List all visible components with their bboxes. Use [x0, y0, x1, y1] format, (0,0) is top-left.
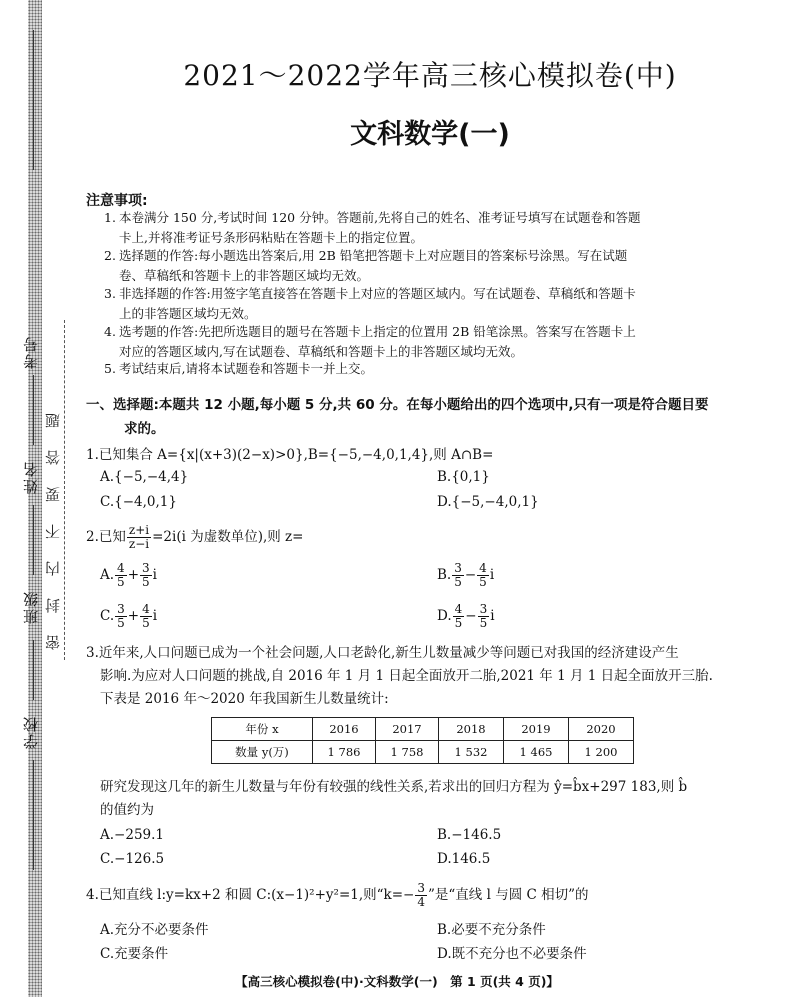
q2-option-d	[437, 603, 495, 630]
numerator: 3	[142, 561, 150, 575]
option-label: D.	[437, 608, 452, 624]
denominator: 5	[142, 575, 150, 589]
question-2-stem	[86, 524, 303, 551]
notice-item	[104, 322, 749, 362]
notice-item-number: 3.	[104, 286, 116, 301]
imaginary-unit: i	[152, 608, 158, 624]
option-label: A.	[100, 567, 115, 583]
numerator: 3	[479, 602, 488, 616]
table-cell: 2016	[313, 718, 376, 741]
section-heading	[86, 393, 746, 441]
table-cell: 2018	[439, 718, 504, 741]
q1-option-c: C.{−4,0,1}	[100, 494, 177, 510]
notice-item	[104, 208, 749, 248]
denominator: 5	[454, 575, 462, 589]
q3-option-b: B.−146.5	[437, 827, 502, 843]
class-label: 班级	[22, 590, 40, 624]
notice-item-line: 考试结束后,请将本试题卷和答题卡一并上交。	[119, 361, 373, 376]
q3-option-c: C.−126.5	[100, 851, 165, 867]
fraction	[115, 603, 127, 630]
table-header-cell: 数量 y(万)	[212, 741, 313, 764]
question-3-stem	[86, 642, 746, 711]
q4-option-a: A.充分不必要条件	[100, 922, 209, 938]
q3-line: 研究发现这几年的新生儿数量与年份有较强的线性关系,若求出的回归方程为 ŷ=b̂x+297 183,则 b̂	[100, 779, 688, 795]
q3-line: 下表是 2016 年～2020 年我国新生儿数量统计:	[100, 691, 389, 707]
operator: +	[127, 567, 139, 583]
table-header-cell: 年份 x	[212, 718, 313, 741]
q2-option-c	[100, 603, 157, 630]
fraction	[478, 603, 490, 630]
denominator: 4	[417, 895, 425, 909]
name-label: 姓名	[22, 460, 40, 494]
q2-prefix: 2.已知	[86, 529, 126, 545]
notice-item	[104, 284, 749, 324]
denominator: 5	[142, 616, 150, 630]
exam-number-label: 考号	[22, 335, 40, 369]
notice-item-line: 上的非答题区域均无效。	[119, 306, 257, 321]
notice-item-line: 卷、草稿纸和答题卡上的非答题区域均无效。	[119, 268, 370, 283]
table-cell: 1 465	[504, 741, 569, 764]
school-blank-line	[33, 760, 34, 870]
table-cell: 1 200	[569, 741, 634, 764]
notice-title: 注意事项:	[86, 193, 148, 209]
binding-line	[33, 30, 34, 170]
numerator: 3	[454, 561, 462, 575]
q4-suffix: ”是“直线 l 与圆 C 相切”的	[427, 887, 589, 903]
denominator: 5	[117, 616, 125, 630]
notice-item-number: 5.	[104, 361, 116, 376]
denominator: 5	[117, 575, 125, 589]
question-3-continuation	[100, 776, 760, 822]
notice-item-line: 卡上,并将准考证号条形码粘贴在答题卡上的指定位置。	[119, 230, 423, 245]
table-cell: 2017	[376, 718, 439, 741]
question-4-stem	[86, 882, 589, 909]
exam-number-blank-line	[33, 375, 34, 445]
binding-strip	[28, 0, 42, 997]
notice-item-number: 4.	[104, 324, 116, 339]
q2-fraction	[127, 524, 151, 551]
fraction	[452, 562, 464, 589]
fraction	[115, 562, 127, 589]
table-cell: 1 758	[376, 741, 439, 764]
imaginary-unit: i	[490, 608, 495, 624]
q2-option-b	[437, 562, 494, 589]
table-cell: 2020	[569, 718, 634, 741]
numerator: 4	[142, 602, 150, 616]
table-row	[212, 718, 634, 741]
numerator: 3	[117, 602, 125, 616]
numerator: 4	[117, 561, 125, 575]
denominator: 5	[479, 616, 488, 630]
newborn-stats-table	[211, 717, 634, 764]
notice-item-line: 选择题的作答:每小题选出答案后,用 2B 铅笔把答题卡上对应题目的答案标号涂黑。写在试题	[119, 248, 628, 263]
numerator: 4	[454, 602, 463, 616]
section-heading-line: 求的。	[124, 421, 165, 437]
class-blank-line	[33, 640, 34, 700]
seal-dashed-line	[64, 320, 65, 660]
q2-fraction-numerator: z+i	[128, 523, 150, 537]
notice-item-line: 非选择题的作答:用签字笔直接答在答题卡上对应的答题区域内。写在试题卷、草稿纸和答题卡	[119, 286, 636, 301]
operator: −	[465, 608, 477, 624]
q3-line: 影响.为应对人口问题的挑战,自 2016 年 1 月 1 日起全面放开二胎,2021 年 1 月 1 日起全面放开三胎.	[100, 668, 713, 684]
q4-option-c: C.充要条件	[100, 946, 169, 962]
q3-option-d: D.146.5	[437, 851, 491, 867]
q3-line: 3.近年来,人口问题已成为一个社会问题,人口老龄化,新生儿数量减少等问题已对我国的经济建设产生	[86, 645, 679, 661]
operator: −	[464, 567, 477, 583]
operator: +	[127, 608, 140, 624]
option-label: C.	[100, 608, 115, 624]
notice-item	[104, 359, 749, 379]
notice-item-number: 1.	[104, 210, 116, 225]
q4-option-d: D.既不充分也不必要条件	[437, 946, 587, 962]
q4-option-b: B.必要不充分条件	[437, 922, 546, 938]
q3-option-a: A.−259.1	[100, 827, 164, 843]
imaginary-unit: i	[489, 567, 495, 583]
question-1-stem: 1.已知集合 A={x|(x+3)(2−x)>0},B={−5,−4,0,1,4},则 A∩B=	[86, 447, 494, 463]
name-blank-line	[33, 505, 34, 575]
table-cell: 1 786	[313, 741, 376, 764]
fraction	[140, 603, 152, 630]
numerator: 3	[417, 881, 425, 895]
imaginary-unit: i	[152, 567, 157, 583]
numerator: 4	[479, 561, 487, 575]
exam-title: 2021～2022学年高三核心模拟卷(中)	[183, 59, 677, 92]
table-cell: 2019	[504, 718, 569, 741]
q1-option-b: B.{0,1}	[437, 469, 490, 485]
notice-item-line: 对应的答题区域内,写在试题卷、草稿纸和答题卡上的非答题区域均无效。	[119, 344, 523, 359]
section-heading-line: 一、选择题:本题共 12 小题,每小题 5 分,共 60 分。在每小题给出的四个选项中,只有一项是符合题目要	[86, 397, 709, 413]
q2-option-a	[100, 562, 157, 589]
q1-option-a: A.{−5,−4,4}	[100, 469, 189, 485]
q1-option-d: D.{−5,−4,0,1}	[437, 494, 539, 510]
option-label: B.	[437, 567, 452, 583]
school-label: 学校	[22, 715, 40, 749]
q3-line: 的值约为	[100, 802, 154, 818]
table-row	[212, 741, 634, 764]
notice-item-number: 2.	[104, 248, 116, 263]
fraction	[453, 603, 465, 630]
denominator: 5	[454, 616, 463, 630]
denominator: 5	[479, 575, 487, 589]
fraction	[140, 562, 152, 589]
notice-item-line: 本卷满分 150 分,考试时间 120 分钟。答题前,先将自己的姓名、准考证号填写在试题卷和答题	[119, 210, 641, 225]
q4-fraction	[415, 882, 427, 909]
table-cell: 1 532	[439, 741, 504, 764]
fraction	[477, 562, 489, 589]
q4-prefix: 4.已知直线 l:y=kx+2 和圆 C:(x−1)²+y²=1,则“k=−	[86, 887, 415, 903]
notice-item	[104, 246, 749, 286]
q2-suffix: =2i(i 为虚数单位),则 z=	[152, 529, 304, 545]
notice-item-line: 选考题的作答:先把所选题目的题号在答题卡上指定的位置用 2B 铅笔涂黑。答案写在答题卡上	[119, 324, 636, 339]
q2-fraction-denominator: z−i	[128, 537, 150, 551]
exam-subtitle: 文科数学(一)	[350, 119, 510, 150]
page-footer: 【高三核心模拟卷(中)·文科数学(一) 第 1 页(共 4 页)】	[235, 974, 559, 989]
seal-notice: 密封内不要答题	[44, 391, 62, 650]
